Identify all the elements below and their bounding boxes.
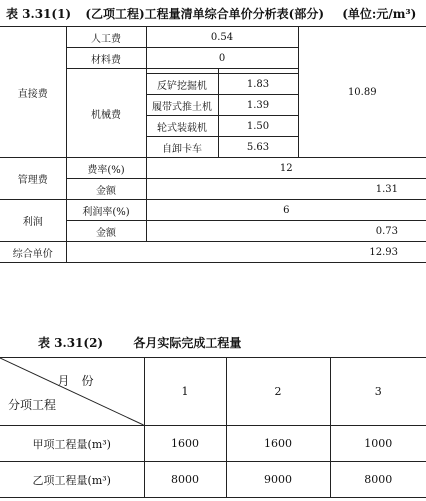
diagonal-line (0, 358, 144, 425)
table1-caption (6, 5, 416, 22)
month-1-header: 1 (144, 358, 226, 426)
management-rate-value: 12 (146, 158, 426, 179)
monthly-quantity-table (0, 357, 426, 498)
material-cost-value: 0 (146, 48, 298, 69)
table2-number: 表 3.31(2) (38, 336, 104, 350)
composite-price-value: 12.93 (66, 242, 426, 263)
management-fee-label: 管理费 (0, 158, 66, 200)
management-rate-label: 费率(%) (66, 158, 146, 179)
table-row (0, 158, 426, 179)
profit-label: 利润 (0, 200, 66, 242)
table-row (0, 462, 426, 498)
row-b-month-2: 9000 (226, 462, 330, 498)
row-b-month-3: 8000 (330, 462, 426, 498)
labor-cost-label: 人工费 (66, 27, 146, 48)
month-3-header: 3 (330, 358, 426, 426)
machine-truck-label: 自卸卡车 (146, 137, 218, 158)
row-a-label: 甲项工程量(m³) (0, 426, 144, 462)
profit-rate-label: 利润率(%) (66, 200, 146, 221)
table-header-row (0, 358, 426, 426)
machinery-cost-label: 机械费 (66, 69, 146, 158)
machine-bulldozer-label: 履带式推土机 (146, 95, 218, 116)
profit-amount-value: 0.73 (146, 221, 426, 242)
machine-excavator-label: 反铲挖掘机 (146, 74, 218, 95)
row-a-month-1: 1600 (144, 426, 226, 462)
profit-rate-value: 6 (146, 200, 426, 221)
management-amount-label: 金额 (66, 179, 146, 200)
machine-bulldozer-value: 1.39 (218, 95, 298, 116)
machine-truck-value: 5.63 (218, 137, 298, 158)
row-a-month-2: 1600 (226, 426, 330, 462)
machine-excavator-value: 1.83 (218, 74, 298, 95)
table-row (0, 200, 426, 221)
table2-caption (38, 334, 241, 351)
management-amount-value: 1.31 (146, 179, 426, 200)
table2-title: 各月实际完成工程量 (133, 336, 242, 350)
table-row (0, 27, 426, 48)
month-2-header: 2 (226, 358, 330, 426)
profit-amount-label: 金额 (66, 221, 146, 242)
header-month-label: 月 份 (57, 374, 94, 388)
row-b-month-1: 8000 (144, 462, 226, 498)
header-item-label: 分项工程 (8, 398, 57, 412)
direct-cost-label: 直接费 (0, 27, 66, 158)
composite-price-label: 综合单价 (0, 242, 66, 263)
diagonal-header-cell (0, 358, 144, 426)
machine-loader-value: 1.50 (218, 116, 298, 137)
table1-title: (乙项工程)工程量清单综合单价分析表(部分) (85, 7, 325, 21)
table-row (0, 242, 426, 263)
table1-unit: (单位:元/m³) (342, 7, 417, 21)
material-cost-label: 材料费 (66, 48, 146, 69)
labor-cost-value: 0.54 (146, 27, 298, 48)
table1-number: 表 3.31(1) (6, 7, 72, 21)
table-row (0, 426, 426, 462)
row-b-label: 乙项工程量(m³) (0, 462, 144, 498)
direct-cost-total: 10.89 (298, 27, 426, 158)
row-a-month-3: 1000 (330, 426, 426, 462)
machine-loader-label: 轮式装载机 (146, 116, 218, 137)
unit-price-analysis-table (0, 26, 426, 263)
